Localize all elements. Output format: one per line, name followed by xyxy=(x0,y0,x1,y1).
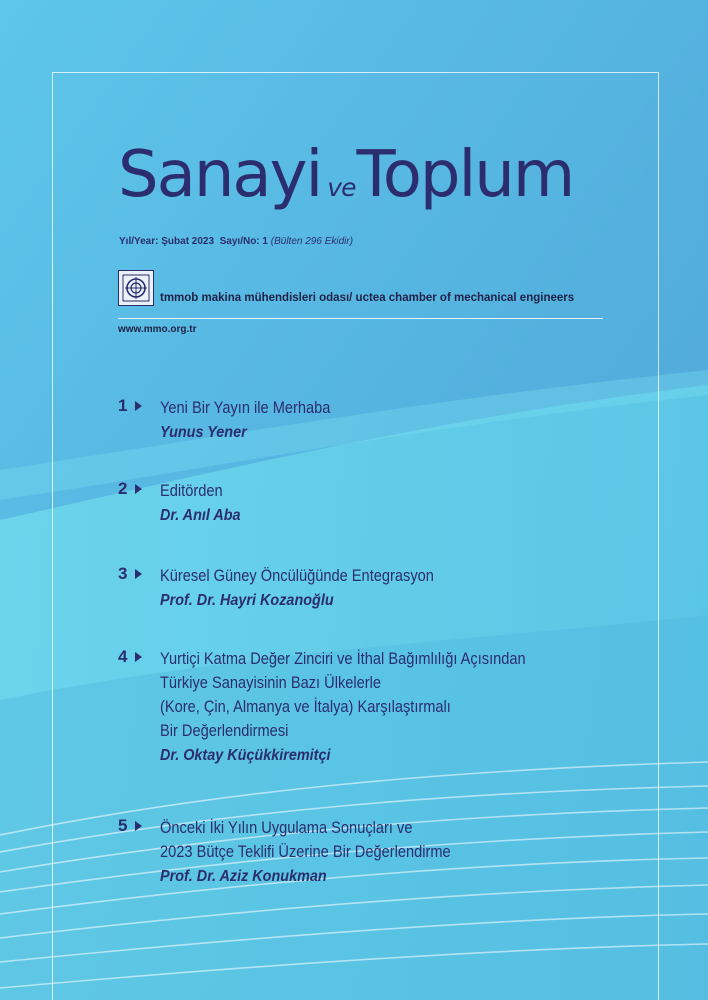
toc-number: 2 xyxy=(118,479,128,498)
toc-item-1 xyxy=(118,396,618,444)
masthead-word-1: Sanayi xyxy=(118,138,322,212)
issue-number: Sayı/No: 1 xyxy=(219,236,268,247)
toc-title: Yeni Bir Yayın ile Merhaba xyxy=(160,398,331,417)
toc-number: 5 xyxy=(118,816,128,835)
toc-title-line-1: Yurtiçi Katma Değer Zinciri ve İthal Bağımlılığı Açısından xyxy=(160,649,526,668)
organization-row xyxy=(118,270,574,306)
toc-title-line-4: Bir Değerlendirmesi xyxy=(160,721,289,740)
toc-author: Prof. Dr. Aziz Konukman xyxy=(160,868,327,885)
toc-title-line-1: Önceki İki Yılın Uygulama Sonuçları ve xyxy=(160,818,413,837)
toc-title: Küresel Güney Öncülüğünde Entegrasyon xyxy=(160,566,434,585)
triangle-bullet-icon xyxy=(135,569,142,579)
toc-title-line-2: Türkiye Sanayisinin Bazı Ülkelerle xyxy=(160,673,382,692)
organization-name: tmmob makina mühendisleri odası/ uctea chamber of mechanical engineers xyxy=(160,292,575,304)
toc-item-2 xyxy=(118,479,618,527)
masthead-word-3: Toplum xyxy=(356,138,574,212)
triangle-bullet-icon xyxy=(135,484,142,494)
issue-year: Yıl/Year: Şubat 2023 xyxy=(119,236,215,247)
toc-item-5 xyxy=(118,816,618,888)
issue-info xyxy=(119,236,353,247)
toc-author: Yunus Yener xyxy=(160,424,247,441)
triangle-bullet-icon xyxy=(135,401,142,411)
toc-title: Editörden xyxy=(160,481,223,500)
masthead-title xyxy=(118,138,573,212)
toc-number: 1 xyxy=(118,396,128,415)
masthead-word-2: ve xyxy=(327,173,356,202)
header-divider xyxy=(118,318,603,319)
toc-author: Dr. Anıl Aba xyxy=(160,507,241,524)
toc-title-line-2: 2023 Bütçe Teklifi Üzerine Bir Değerlendirme xyxy=(160,842,451,861)
toc-title-line-3: (Kore, Çin, Almanya ve İtalya) Karşılaştırmalı xyxy=(160,697,451,716)
toc-author: Prof. Dr. Hayri Kozanoğlu xyxy=(160,592,334,609)
toc-item-4 xyxy=(118,647,618,767)
bulletin-note: (Bülten 296 Ekidir) xyxy=(270,236,354,247)
chamber-logo-icon xyxy=(118,270,154,306)
triangle-bullet-icon xyxy=(135,821,142,831)
toc-item-3 xyxy=(118,564,618,612)
toc-number: 3 xyxy=(118,564,128,583)
website-url: www.mmo.org.tr xyxy=(118,324,197,335)
toc-number: 4 xyxy=(118,647,128,666)
toc-author: Dr. Oktay Küçükkiremitçi xyxy=(160,747,331,764)
triangle-bullet-icon xyxy=(135,652,142,662)
